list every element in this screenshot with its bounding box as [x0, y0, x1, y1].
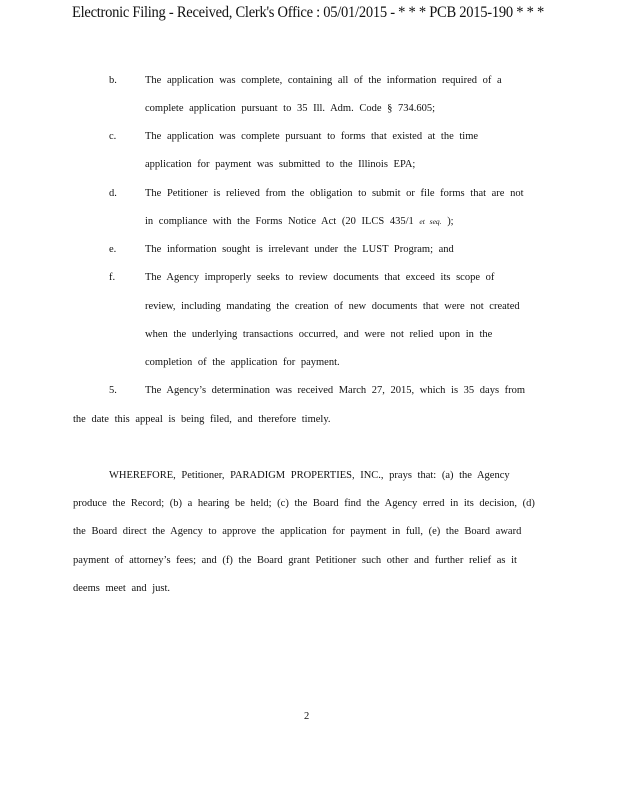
item-c-label: c. — [109, 131, 117, 142]
paragraph-5-line-2: the date this appeal is being filed, and therefore timely. — [73, 414, 331, 425]
item-b-line-2: complete application pursuant to 35 Ill. Adm. Code § 734.605; — [145, 103, 436, 114]
wherefore-line-1: WHEREFORE, Petitioner, PARADIGM PROPERTIES, INC., prays that: (a) the Agency — [109, 470, 510, 481]
page-number: 2 — [304, 711, 310, 722]
item-e-label: e. — [109, 244, 117, 255]
item-e-line-1: The information sought is irrelevant under the LUST Program; and — [145, 244, 454, 255]
item-c-line-1: The application was complete pursuant to forms that existed at the time — [145, 131, 479, 142]
item-d-line-2-end: ); — [447, 216, 454, 227]
paragraph-5-line-1: The Agency’s determination was received March 27, 2015, which is 35 days from — [145, 385, 526, 396]
item-d-line-2-text: in compliance with the Forms Notice Act (20 ILCS 435/1 — [145, 216, 414, 227]
item-f-line-2: review, including mandating the creation of new documents that were not created — [145, 301, 520, 312]
item-d-label: d. — [109, 188, 117, 199]
item-b-line-1: The application was complete, containing all of the information required of a — [145, 75, 502, 86]
et-seq-citation: et seq. — [419, 217, 442, 226]
item-b-label: b. — [109, 75, 117, 86]
wherefore-line-3: the Board direct the Agency to approve the application for payment in full, (e) the Board award — [73, 526, 522, 537]
item-c-line-2: application for payment was submitted to the Illinois EPA; — [145, 159, 416, 170]
wherefore-line-5: deems meet and just. — [73, 583, 171, 594]
item-f-line-3: when the underlying transactions occurred, and were not relied upon in the — [145, 329, 493, 340]
wherefore-line-4: payment of attorney’s fees; and (f) the Board grant Petitioner such other and further relief as it — [73, 555, 517, 566]
wherefore-line-2: produce the Record; (b) a hearing be held; (c) the Board find the Agency erred in its decision, (d) — [73, 498, 535, 509]
paragraph-5-label: 5. — [109, 385, 117, 396]
item-d-line-2 — [145, 215, 454, 229]
filing-stamp-header: Electronic Filing - Received, Clerk's Office : 05/01/2015 - * * * PCB 2015-190 * * * — [72, 4, 544, 21]
item-f-line-1: The Agency improperly seeks to review documents that exceed its scope of — [145, 272, 495, 283]
item-d-line-1: The Petitioner is relieved from the obligation to submit or file forms that are not — [145, 188, 524, 199]
item-f-line-4: completion of the application for payment. — [145, 357, 340, 368]
item-f-label: f. — [109, 272, 116, 283]
